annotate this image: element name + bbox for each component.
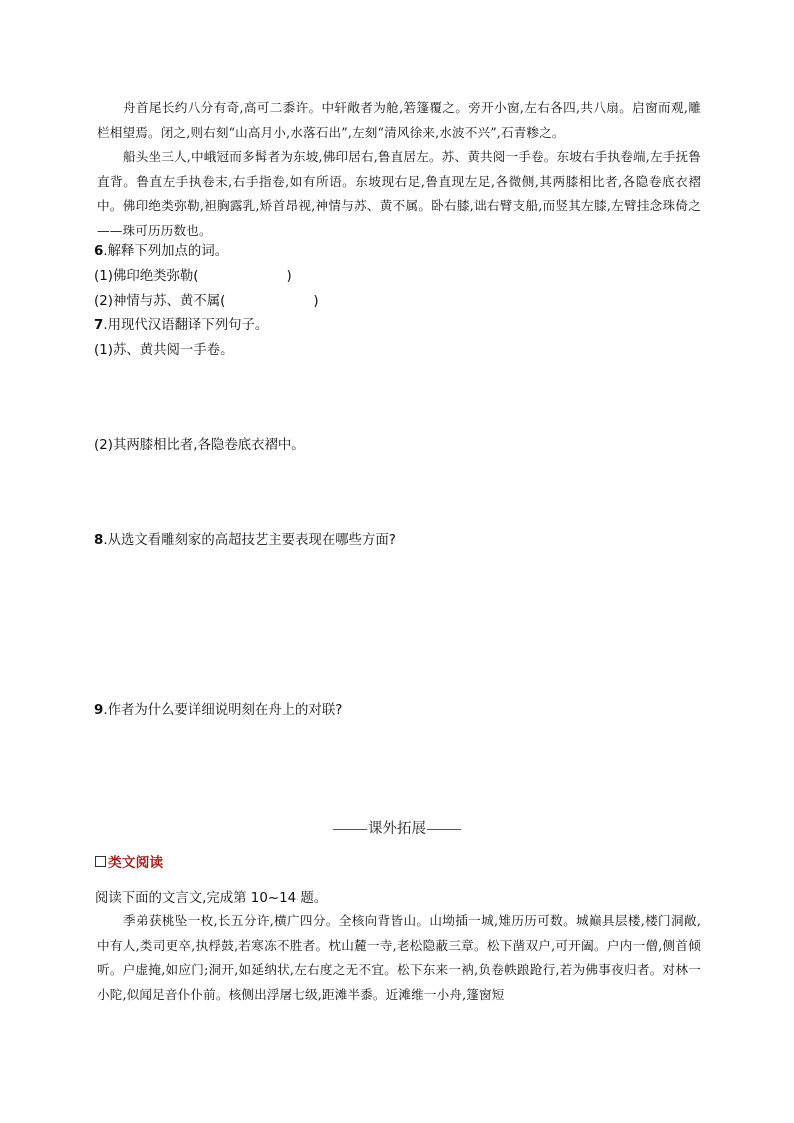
question-text: ) bbox=[313, 294, 319, 309]
subsection-title: 类文阅读 bbox=[108, 855, 164, 871]
passage2-paragraph-1: 季弟获桃坠一枚,长五分许,横广四分。全核向背皆山。山坳插一城,雉历历可数。城巅具层楼,楼门洞敞,中有人,类司更卒,执桴鼓,若寒冻不胜者。枕山麓一寺,老松隐蔽三章。松下凿双户,可开阖。户内一僧,侧首倾听。户虚掩,如应门;洞开,如延纳状,左右度之无不宜。松下东来一衲,负卷帙踉跄行,若为佛事夜归者。对林一小陀,似闻足音仆仆前。核侧出浮屠七级,距滩半黍。近滩维一小舟,篷窗短 bbox=[97, 913, 701, 1002]
question-text: .解释下列加点的词。 bbox=[103, 244, 229, 259]
question-text: (1)佛印绝类弥勒( bbox=[94, 269, 199, 284]
question-6 bbox=[94, 242, 228, 262]
subsection-heading bbox=[95, 853, 163, 873]
question-number: 6 bbox=[94, 244, 104, 259]
question-7-2: (2)其两膝相比者,各隐卷底衣褶中。 bbox=[94, 438, 305, 453]
question-text: .作者为什么要详细说明刻在舟上的对联? bbox=[103, 703, 343, 718]
heading-rule-right bbox=[427, 829, 461, 830]
reading-instruction: 阅读下面的文言文,完成第 10~14 题。 bbox=[95, 891, 328, 906]
square-icon bbox=[95, 856, 106, 867]
question-text: .从选文看雕刻家的高超技艺主要表现在哪些方面? bbox=[103, 533, 396, 548]
question-6-2 bbox=[94, 292, 319, 312]
question-9 bbox=[94, 701, 342, 721]
heading-rule-left bbox=[333, 829, 367, 830]
passage1-paragraph-2: 船头坐三人,中峨冠而多髯者为东坡,佛印居右,鲁直居左。苏、黄共阅一手卷。东坡右手执卷端,左手抚鲁直背。鲁直左手执卷末,右手指卷,如有所语。东坡现右足,鲁直现左足,各微侧,其两膝相比者,各隐卷底衣褶中。佛印绝类弥勒,袒胸露乳,矫首昂视,神情与苏、黄不属。卧右膝,诎右臂支船,而竖其左膝,左臂挂念珠倚之——珠可历历数也。 bbox=[97, 149, 701, 238]
question-number: 9 bbox=[94, 703, 104, 718]
question-text: .用现代汉语翻译下列句子。 bbox=[103, 318, 269, 333]
question-8 bbox=[94, 531, 396, 551]
section-heading bbox=[0, 818, 794, 840]
question-number: 8 bbox=[94, 533, 104, 548]
question-number: 7 bbox=[94, 318, 104, 333]
question-7 bbox=[94, 316, 268, 336]
question-text: (2)神情与苏、黄不属( bbox=[94, 294, 226, 309]
question-text: ) bbox=[286, 269, 292, 284]
question-6-1 bbox=[94, 267, 292, 287]
question-7-1: (1)苏、黄共阅一手卷。 bbox=[94, 343, 234, 358]
passage1-paragraph-1: 舟首尾长约八分有奇,高可二黍许。中轩敞者为舱,箬篷覆之。旁开小窗,左右各四,共八扇。启窗而观,雕栏相望焉。闭之,则右刻“山高月小,水落石出”,左刻“清风徐来,水波不兴”,石青糁之。 bbox=[97, 100, 701, 140]
section-title: 课外拓展 bbox=[368, 821, 426, 837]
